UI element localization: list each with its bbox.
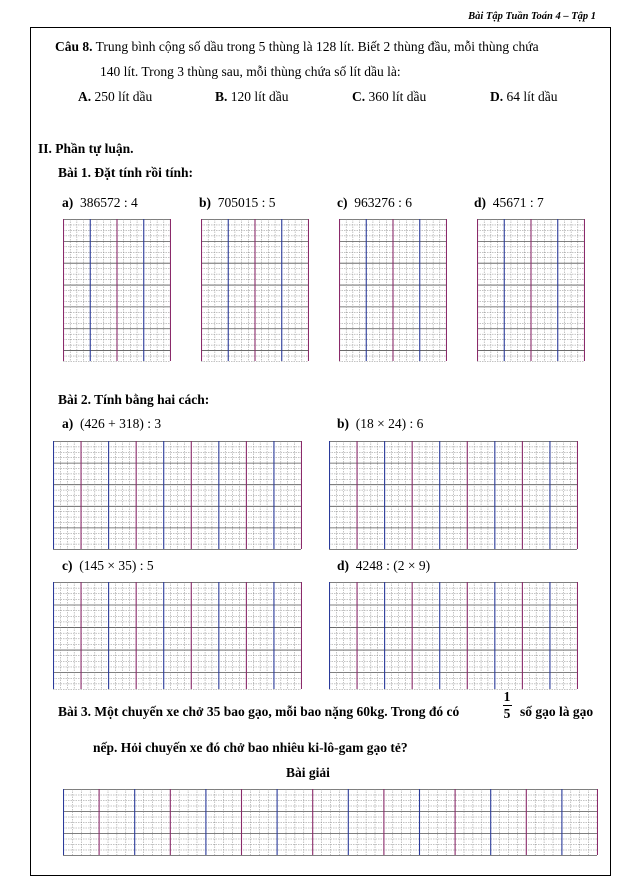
bai2-d: d) 4248 : (2 × 9) [337,558,431,573]
grid-bai2-c [53,582,302,690]
bai2-a: a) (426 + 318) : 3 [62,416,162,431]
grid-bai1-b [201,219,309,362]
cau8-line1 [55,39,539,55]
bai2-b: b) (18 × 24) : 6 [337,416,424,431]
grid-bai1-c [339,219,447,362]
cau8-text1: Trung bình cộng số dầu trong 5 thùng là 128 lít. Biết 2 thùng đầu, mỗi thùng chứa [95,39,539,54]
cau8-line2: 140 lít. Trong 3 thùng sau, mỗi thùng chứa số lít dầu là: [100,64,401,79]
grid-bai2-d [329,582,578,690]
section-title: II. Phần tự luận. [38,141,134,156]
bai3-text1: Một chuyến xe chở 35 bao gạo, mỗi bao nặng 60kg. Trong đó có [94,704,460,719]
option-a: A. 250 lít dầu [78,89,153,104]
bai1-title: Bài 1. Đặt tính rồi tính: [58,165,194,180]
bai1-a: a) 386572 : 4 [62,195,138,210]
grid-bai3 [63,789,598,856]
grid-bai2-b [329,441,578,550]
grid-bai1-d [477,219,585,362]
bai1-d: d) 45671 : 7 [474,195,544,210]
fraction-one-fifth: 1 5 [503,689,511,721]
bai2-c: c) (145 × 35) : 5 [62,558,154,573]
bai1-b: b) 705015 : 5 [199,195,276,210]
bai3-line1 [58,704,459,720]
grid-bai1-a [63,219,171,362]
option-d: D. 64 lít dầu [490,89,558,104]
cau8-label: Câu 8. [55,39,93,54]
bai3-text2: số gạo là gạo [520,704,594,719]
page-header: Bài Tập Tuần Toán 4 – Tập 1 [468,11,596,22]
bai1-c: c) 963276 : 6 [337,195,413,210]
solution-heading: Bài giải [286,765,330,780]
bai3-label: Bài 3. [58,704,92,719]
option-b: B. 120 lít dầu [215,89,289,104]
bai2-title: Bài 2. Tính bằng hai cách: [58,392,210,407]
grid-bai2-a [53,441,302,550]
bai3-line2: nếp. Hỏi chuyến xe đó chở bao nhiêu ki-lô-gam gạo tẻ? [93,740,408,755]
option-c: C. 360 lít dầu [352,89,427,104]
